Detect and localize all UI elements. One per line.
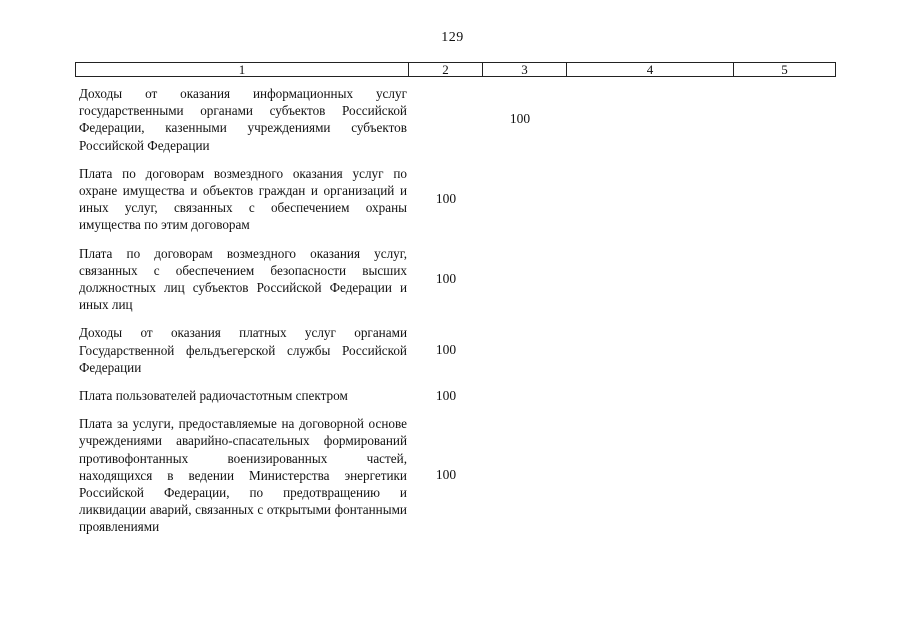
- table-row: [79, 245, 839, 314]
- page-number: 129: [441, 30, 464, 45]
- row-description: Доходы от оказания информационных услуг государственными органами субъектов Российской Федерации, казенными учреждениями субъектов Российской Федерации: [79, 86, 407, 153]
- row-description: Плата пользователей радиочастотным спектром: [79, 388, 348, 404]
- row-value: 100: [435, 271, 457, 287]
- row-description: Плата за услуги, предоставляемые на договорной основе учреждениями аварийно-спасательных формирований противофонтанных военизированных частей, находящихся в ведении Министерства энергетики Российской Федерации, по предотвращению и ликвидации аварий, связанных с открытыми фонтанными проявлениями: [79, 416, 407, 535]
- table-body: [79, 85, 839, 547]
- row-value: 100: [435, 467, 457, 483]
- row-description: Доходы от оказания платных услуг органами Государственной фельдъегерской службы Российской Федерации: [79, 325, 407, 375]
- row-value: 100: [435, 342, 457, 358]
- row-value: 100: [509, 111, 531, 126]
- row-value: 100: [435, 387, 457, 403]
- table-row: [79, 165, 839, 234]
- table-header-col-2: 2: [409, 63, 483, 76]
- row-description: Плата по договорам возмездного оказания услуг, связанных с обеспечением безопасности высших должностных лиц субъектов Российской Федерации и иных лиц: [79, 245, 407, 313]
- table-header-row: [75, 62, 836, 77]
- table-row: [79, 387, 839, 404]
- table-row: [79, 415, 839, 535]
- table-row: [79, 85, 839, 154]
- table-header-col-5: 5: [781, 62, 788, 77]
- row-description: Плата по договорам возмездного оказания услуг по охране имущества и объектов граждан и организаций и иных услуг, связанных с обеспечением охраны имущества по этим договорам: [79, 165, 407, 233]
- table-row: [79, 324, 839, 376]
- table-header-col-4: 4: [567, 63, 734, 76]
- table-header-col-1: 1: [76, 63, 409, 76]
- row-value: 100: [435, 191, 457, 207]
- table-header-col-3: 3: [483, 63, 567, 76]
